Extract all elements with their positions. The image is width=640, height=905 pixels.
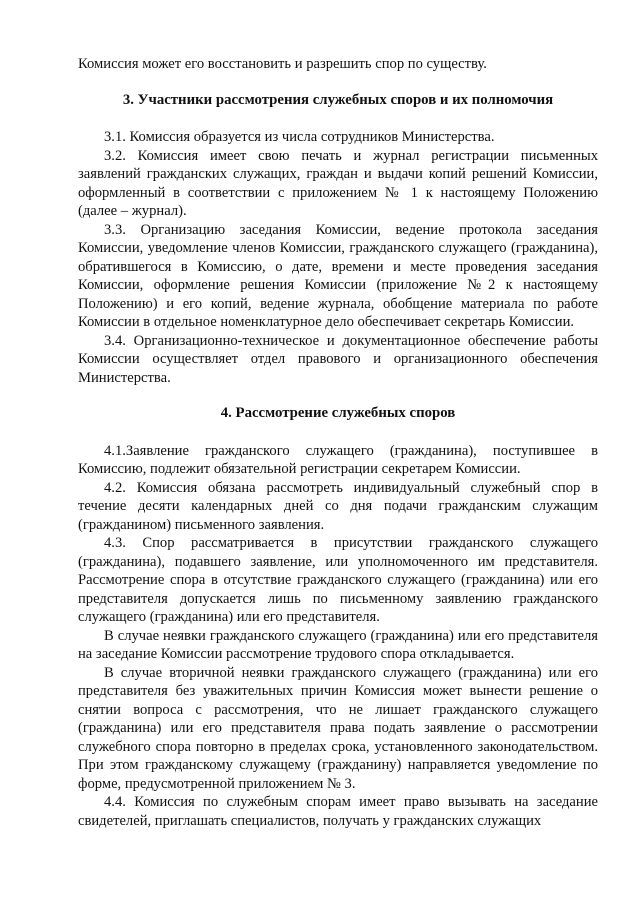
- paragraph-4-3: 4.3. Спор рассматривается в присутствии гражданского служащего (гражданина), подавшего заявление, или уполномоченного им представителя. Рассмотрение спора в отсутствие гражданского служащего (гражданина) или его представителя допускается лишь по письменному заявлению гражданского служащего (гражданина) или его представителя.: [78, 535, 598, 625]
- intro-paragraph: Комиссия может его восстановить и разрешить спор по существу.: [78, 56, 487, 72]
- paragraph-3-1: 3.1. Комиссия образуется из числа сотрудников Министерства.: [104, 129, 495, 145]
- paragraph-4-3-absence: В случае неявки гражданского служащего (гражданина) или его представителя на заседание Комиссии рассмотрение трудового спора откладывается.: [78, 627, 598, 662]
- paragraph-4-3-second-absence: В случае вторичной неявки гражданского служащего (гражданина) или его представителя без уважительных причин Комиссия может вынести решение о снятии вопроса с рассмотрения, что не лишает гражданского служащего (гражданина) или его представителя права подать заявление о рассмотрении служебного спора повторно в пределах срока, установленного законодательством. При этом гражданскому служащему (гражданину) направляется уведомление по форме, предусмотренной приложением № 3.: [78, 664, 598, 792]
- document-page: [78, 55, 598, 830]
- paragraph-3-3: 3.3. Организацию заседания Комиссии, ведение протокола заседания Комиссии, уведомление членов Комиссии, гражданского служащего (гражданина), обратившегося в Комиссию, о дате, времени и месте проведения заседания Комиссии, оформление решения Комиссии (приложение №2 к настоящему Положению) и его копий, ведение журнала, обобщение материала по работе Комиссии в отдельное номенклатурное дело обеспечивает секретарь Комиссии.: [78, 221, 598, 330]
- paragraph-4-4: 4.4. Комиссия по служебным спорам имеет право вызывать на заседание свидетелей, приглашать специалистов, получать у гражданских служащих: [78, 794, 598, 829]
- section-3-heading: 3. Участники рассмотрения служебных споров и их полномочия: [122, 91, 554, 108]
- paragraph-4-2: 4.2. Комиссия обязана рассмотреть индивидуальный служебный спор в течение десяти календарных дней со дня подачи гражданским служащим (гражданином) письменного заявления.: [78, 479, 598, 533]
- section-4-heading: 4. Рассмотрение служебных споров: [220, 405, 456, 421]
- paragraph-4-1: 4.1.Заявление гражданского служащего (гражданина), поступившее в Комиссию, подлежит обязательной регистрации секретарем Комиссии.: [78, 442, 598, 477]
- paragraph-3-2: 3.2. Комиссия имеет свою печать и журнал регистрации письменных заявлений гражданских служащих, граждан и выдачи копий решений Комиссии, оформленный в соответствии с приложением № 1 к настоящему Положению (далее – журнал).: [78, 147, 598, 219]
- paragraph-3-4: 3.4. Организационно-техническое и документационное обеспечение работы Комиссии осуществляет отдел правового и организационного обеспечения Министерства.: [78, 332, 598, 386]
